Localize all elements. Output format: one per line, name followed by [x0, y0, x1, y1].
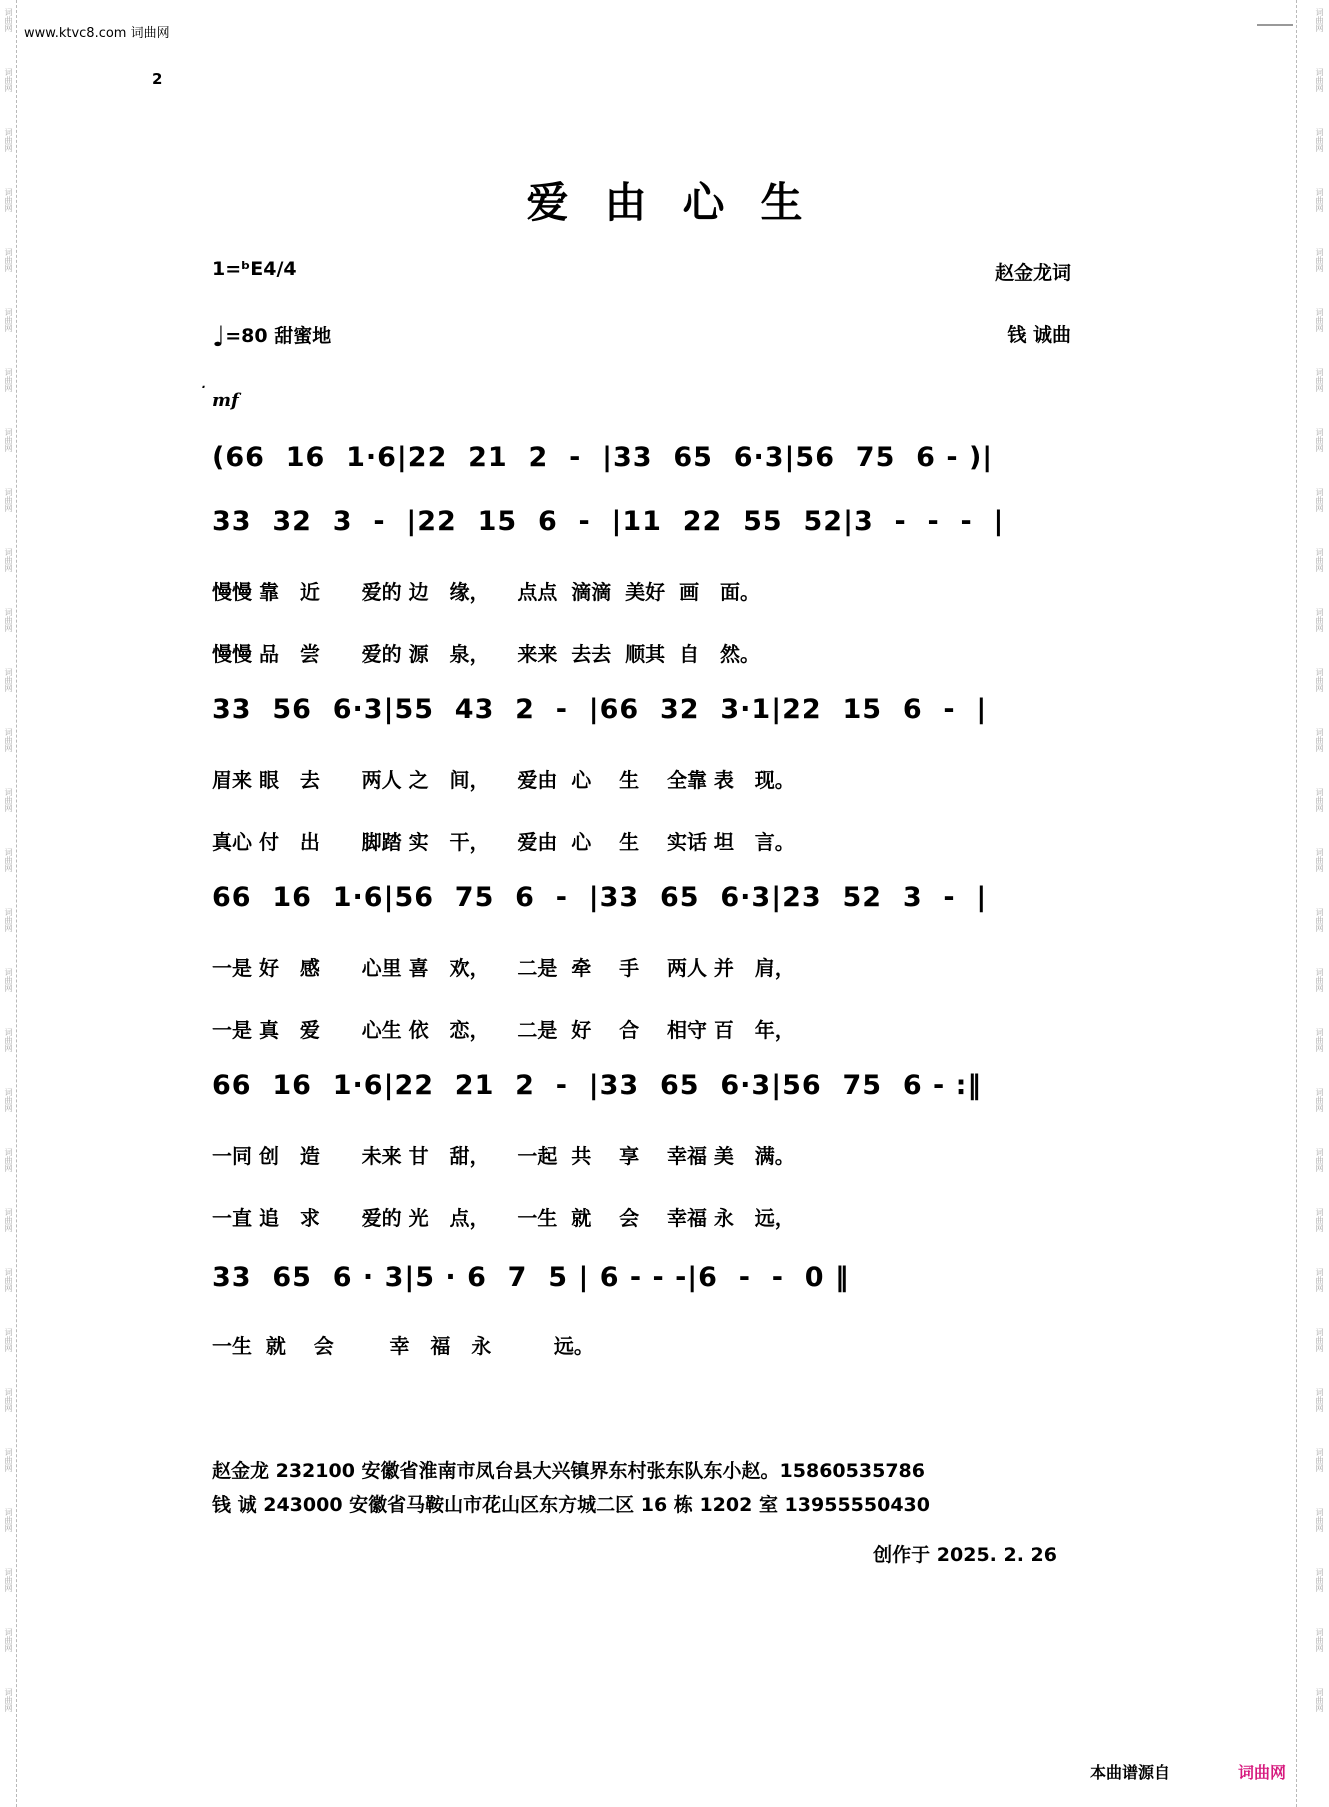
- watermark-text: 词曲网: [1315, 8, 1324, 32]
- watermark-text: 词曲网: [1315, 308, 1324, 332]
- watermark-text: 词曲网: [4, 428, 13, 452]
- site-url[interactable]: www.ktvc8.com 词曲网: [24, 26, 170, 41]
- watermark-text: 词曲网: [4, 68, 13, 92]
- watermark-text: 词曲网: [1315, 1148, 1324, 1172]
- watermark-text: 词曲网: [1315, 1568, 1324, 1592]
- watermark-text: 词曲网: [1315, 1688, 1324, 1712]
- watermark-text: 词曲网: [4, 308, 13, 332]
- watermark-text: 词曲网: [4, 848, 13, 872]
- watermark-text: 词曲网: [4, 1028, 13, 1052]
- watermark-text: 词曲网: [1315, 1448, 1324, 1472]
- watermark-text: 词曲网: [4, 188, 13, 212]
- watermark-text: 词曲网: [1315, 1028, 1324, 1052]
- watermark-text: 词曲网: [1315, 488, 1324, 512]
- watermark-text: 词曲网: [1315, 128, 1324, 152]
- composer-credit: 钱 诚曲: [1007, 324, 1071, 346]
- tempo-text: =80 甜蜜地: [225, 325, 332, 347]
- intro-notation: (66 16 1·6|22 21 2 - |33 65 6·3|56 75 6 - )|: [212, 442, 994, 473]
- watermark-text: 词曲网: [1315, 608, 1324, 632]
- corner-mark: 2: [152, 70, 163, 88]
- watermark-text: 词曲网: [1315, 1388, 1324, 1412]
- composer-address: 钱 诚 243000 安徽省马鞍山市花山区东方城二区 16 栋 1202 室 13955550430: [212, 1494, 930, 1516]
- watermark-text: 词曲网: [4, 1628, 13, 1652]
- lyricist-address: 赵金龙 232100 安徽省淮南市凤台县大兴镇界东村张东队东小赵。15860535786: [212, 1460, 925, 1482]
- chorus-notation-2: 66 16 1·6|22 21 2 - |33 65 6·3|56 75 6 - :‖: [212, 1070, 982, 1101]
- watermark-text: 词曲网: [4, 608, 13, 632]
- watermark-text: 词曲网: [1315, 1508, 1324, 1532]
- watermark-text: 词曲网: [4, 368, 13, 392]
- top-rule: [1257, 24, 1293, 26]
- watermark-text: 词曲网: [4, 1208, 13, 1232]
- watermark-text: 词曲网: [1315, 968, 1324, 992]
- watermark-text: 词曲网: [1315, 908, 1324, 932]
- watermark-text: 词曲网: [4, 8, 13, 32]
- watermark-text: 词曲网: [4, 1388, 13, 1412]
- watermark-text: 词曲网: [1315, 1088, 1324, 1112]
- watermark-text: 词曲网: [4, 1688, 13, 1712]
- watermark-text: 词曲网: [1315, 1328, 1324, 1352]
- verse-lyric-2b: 真心 付 出 脚踏 实 干， 爱由 心 生 实话 坦 言。: [212, 830, 795, 854]
- watermark-text: 词曲网: [4, 1568, 13, 1592]
- verse-notation-1: 33 32 3 - |22 15 6 - |11 22 55 52|3 - - - |: [212, 506, 1005, 537]
- chorus-lyric-2a: 一同 创 造 未来 甘 甜， 一起 共 享 幸福 美 满。: [212, 1144, 795, 1168]
- watermark-text: 词曲网: [1315, 68, 1324, 92]
- watermark-text: 词曲网: [4, 248, 13, 272]
- chorus-lyric-1b: 一是 真 爱 心生 依 恋， 二是 好 合 相守 百 年，: [212, 1018, 795, 1042]
- watermark-text: 词曲网: [4, 1448, 13, 1472]
- watermark-text: 词曲网: [4, 548, 13, 572]
- watermark-text: 词曲网: [4, 488, 13, 512]
- verse-lyric-1b: 慢慢 品 尝 爱的 源 泉， 来来 去去 顺其 自 然。: [212, 642, 760, 666]
- coda-notation: 33 65 6 · 3|5 · 6 7 5 | 6 - - -|6 - - 0 ‖: [212, 1262, 850, 1293]
- watermark-text: 词曲网: [4, 908, 13, 932]
- verse-lyric-2a: 眉来 眼 去 两人 之 间， 爱由 心 生 全靠 表 现。: [212, 768, 795, 792]
- source-label: 本曲谱源自: [1090, 1763, 1171, 1782]
- verse-lyric-1a: 慢慢 靠 近 爱的 边 缘， 点点 滴滴 美好 画 面。: [212, 580, 760, 604]
- key-signature: 1=ᵇE4/4: [212, 258, 297, 280]
- watermark-text: 词曲网: [1315, 1208, 1324, 1232]
- watermark-text: 词曲网: [1315, 368, 1324, 392]
- verse-notation-2: 33 56 6·3|55 43 2 - |66 32 3·1|22 15 6 - |: [212, 694, 988, 725]
- watermark-text: 词曲网: [4, 968, 13, 992]
- watermark-text: 词曲网: [1315, 188, 1324, 212]
- watermark-text: 词曲网: [1315, 548, 1324, 572]
- right-watermark-strip: [1296, 0, 1313, 1807]
- watermark-text: 词曲网: [4, 1148, 13, 1172]
- watermark-text: 词曲网: [1315, 248, 1324, 272]
- chorus-lyric-2b: 一直 追 求 爱的 光 点， 一生 就 会 幸福 永 远，: [212, 1206, 795, 1230]
- watermark-text: 词曲网: [4, 728, 13, 752]
- quarter-note-icon: ♩: [212, 320, 226, 353]
- watermark-text: 词曲网: [1315, 1268, 1324, 1292]
- chorus-lyric-1a: 一是 好 感 心里 喜 欢， 二是 牵 手 两人 并 肩，: [212, 956, 795, 980]
- tempo-marking: [212, 320, 331, 353]
- watermark-text: 词曲网: [4, 1328, 13, 1352]
- watermark-text: 词曲网: [4, 128, 13, 152]
- watermark-text: 词曲网: [4, 788, 13, 812]
- coda-lyric: 一生 就 会 幸 福 永 远。: [212, 1334, 594, 1358]
- song-title: 爱由心生: [526, 178, 839, 227]
- dynamic-marking: ‧ mf: [212, 390, 239, 411]
- watermark-text: 词曲网: [1315, 728, 1324, 752]
- watermark-text: 词曲网: [1315, 1628, 1324, 1652]
- watermark-text: 词曲网: [4, 1088, 13, 1112]
- lyricist-credit: 赵金龙词: [994, 262, 1071, 284]
- chorus-notation-1: 66 16 1·6|56 75 6 - |33 65 6·3|23 52 3 - |: [212, 882, 988, 913]
- watermark-text: 词曲网: [1315, 848, 1324, 872]
- watermark-text: 词曲网: [1315, 668, 1324, 692]
- watermark-text: 词曲网: [4, 668, 13, 692]
- watermark-text: 词曲网: [1315, 428, 1324, 452]
- watermark-text: 词曲网: [4, 1268, 13, 1292]
- source-brand-link[interactable]: 词曲网: [1238, 1763, 1287, 1782]
- watermark-text: 词曲网: [1315, 788, 1324, 812]
- creation-date: 创作于 2025. 2. 26: [873, 1544, 1057, 1566]
- watermark-text: 词曲网: [4, 1508, 13, 1532]
